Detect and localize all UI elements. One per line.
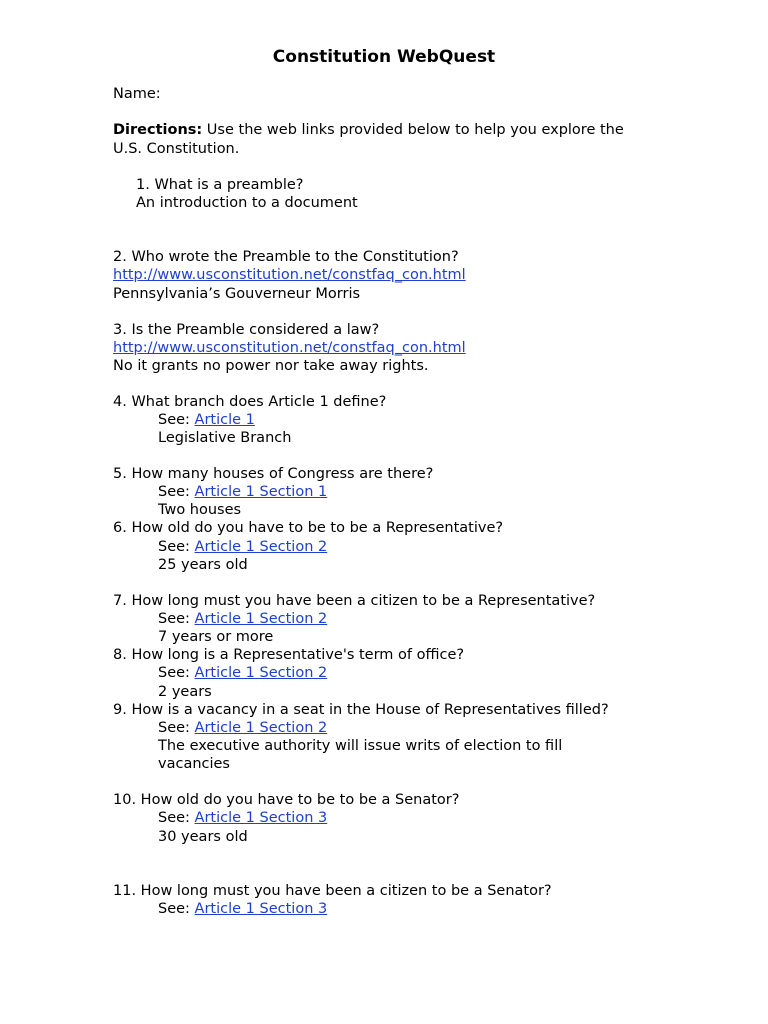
article-link[interactable]: Article 1 Section 3: [194, 901, 328, 917]
answer-3: No it grants no power nor take away rights.: [113, 358, 429, 374]
question-3-link[interactable]: http://www.usconstitution.net/constfaq_con.html: [113, 340, 466, 356]
question-2-url: [113, 266, 466, 284]
article-link[interactable]: Article 1 Section 2: [194, 539, 328, 555]
question-3: 3. Is the Preamble considered a law?: [113, 322, 380, 338]
question-11-see: [158, 900, 327, 918]
question-9-see: [158, 719, 327, 737]
answer-9-line-2: vacancies: [158, 756, 230, 772]
see-label: See:: [158, 412, 195, 428]
question-2: 2. Who wrote the Preamble to the Constitution?: [113, 249, 459, 265]
answer-8: 2 years: [158, 684, 212, 700]
question-5: 5. How many houses of Congress are there?: [113, 466, 434, 482]
directions-line-2: U.S. Constitution.: [113, 141, 240, 157]
see-label: See:: [158, 484, 195, 500]
question-4-see: [158, 411, 255, 429]
question-10: 10. How old do you have to be to be a Senator?: [113, 792, 460, 808]
answer-10: 30 years old: [158, 829, 248, 845]
question-10-see: [158, 809, 327, 827]
question-7-see: [158, 610, 327, 628]
article-link[interactable]: Article 1 Section 2: [194, 611, 328, 627]
article-link[interactable]: Article 1 Section 2: [194, 720, 328, 736]
directions-text: Use the web links provided below to help you explore the: [202, 122, 624, 138]
see-label: See:: [158, 810, 195, 826]
article-link[interactable]: Article 1 Section 2: [194, 665, 328, 681]
see-label: See:: [158, 901, 195, 917]
question-6-see: [158, 538, 327, 556]
see-label: See:: [158, 720, 195, 736]
question-7: 7. How long must you have been a citizen to be a Representative?: [113, 593, 596, 609]
answer-6: 25 years old: [158, 557, 248, 573]
question-11: 11. How long must you have been a citizen to be a Senator?: [113, 883, 552, 899]
question-1: 1. What is a preamble?: [136, 177, 304, 193]
question-6: 6. How old do you have to be to be a Representative?: [113, 520, 504, 536]
question-8-see: [158, 664, 327, 682]
question-4: 4. What branch does Article 1 define?: [113, 394, 387, 410]
question-9: 9. How is a vacancy in a seat in the House of Representatives filled?: [113, 702, 609, 718]
name-label: Name:: [113, 86, 161, 102]
directions-line-1: [113, 121, 624, 139]
answer-4: Legislative Branch: [158, 430, 292, 446]
answer-5: Two houses: [158, 502, 242, 518]
answer-2: Pennsylvania’s Gouverneur Morris: [113, 286, 361, 302]
question-2-link[interactable]: http://www.usconstitution.net/constfaq_con.html: [113, 267, 466, 283]
question-3-url: [113, 339, 466, 357]
question-8: 8. How long is a Representative's term of office?: [113, 647, 465, 663]
page-title: Constitution WebQuest: [272, 47, 496, 67]
answer-7: 7 years or more: [158, 629, 274, 645]
answer-9-line-1: The executive authority will issue writs of election to fill: [158, 738, 563, 754]
see-label: See:: [158, 539, 195, 555]
see-label: See:: [158, 611, 195, 627]
question-5-see: [158, 483, 327, 501]
see-label: See:: [158, 665, 195, 681]
article-link[interactable]: Article 1 Section 1: [194, 484, 328, 500]
directions-label: Directions:: [113, 122, 203, 138]
article-link[interactable]: Article 1 Section 3: [194, 810, 328, 826]
answer-1: An introduction to a document: [136, 195, 358, 211]
article-link[interactable]: Article 1: [194, 412, 255, 428]
